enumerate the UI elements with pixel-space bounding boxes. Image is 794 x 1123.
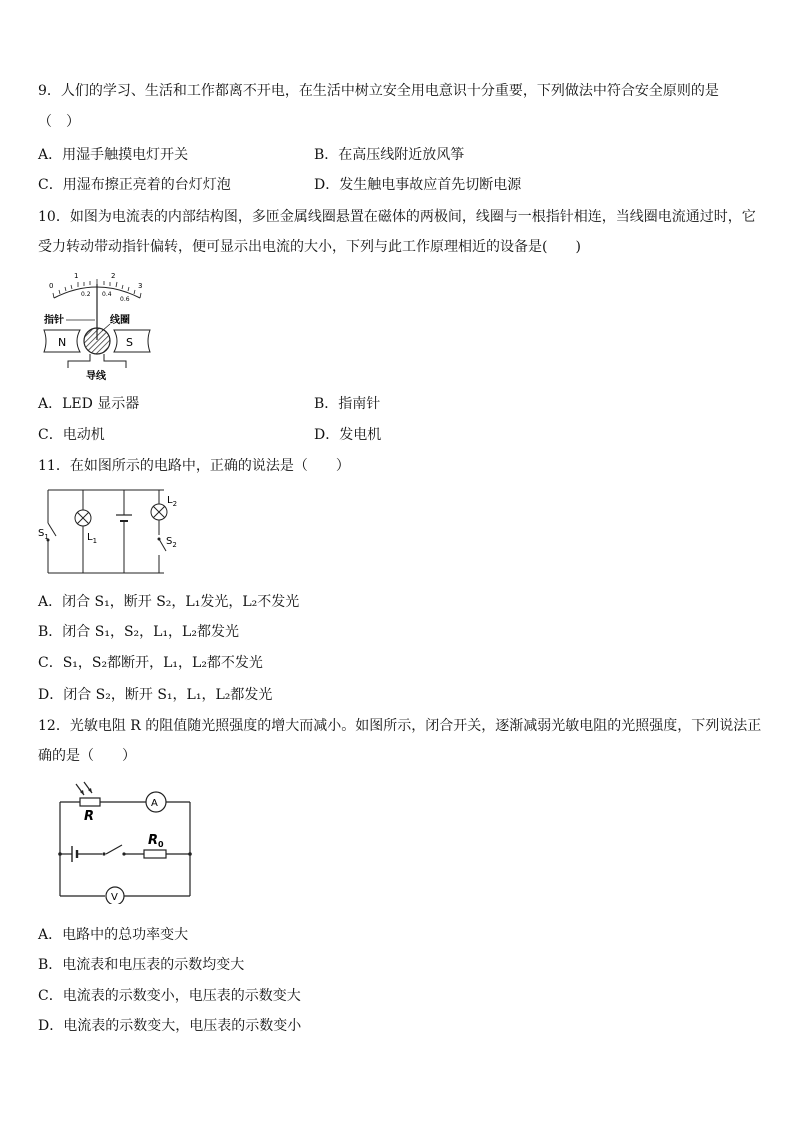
label-l2: $L_2$ bbox=[167, 495, 178, 508]
label-pointer: 指针 bbox=[44, 315, 64, 326]
q12-circuit-figure bbox=[50, 776, 200, 904]
q12-option-c[interactable]: C．电流表的示数变小，电压表的示数变大 bbox=[38, 988, 301, 1004]
scale-bottom-0.2: 0.2 bbox=[81, 291, 91, 298]
q9-option-d[interactable]: D．发生触电事故应首先切断电源 bbox=[314, 177, 522, 193]
q12-stem-line2: 确的是（ ） bbox=[38, 748, 136, 764]
q12-stem-line1: 12．光敏电阻 R 的阻值随光照强度的增大而减小。如图所示，闭合开关，逐渐减弱光敏电阻的光照强度，下列说法正 bbox=[38, 718, 762, 734]
q12-option-a[interactable]: A．电路中的总功率变大 bbox=[38, 927, 189, 943]
label-s1: $S_1$ bbox=[38, 528, 49, 541]
q9-option-b[interactable]: B．在高压线附近放风筝 bbox=[314, 147, 465, 163]
scale-bottom-0.6: 0.6 bbox=[120, 296, 130, 303]
q10-stem-line2: 受力转动带动指针偏转，便可显示出电流的大小，下列与此工作原理相近的设备是( ) bbox=[38, 239, 581, 255]
q10-option-c[interactable]: C．电动机 bbox=[38, 427, 105, 443]
q11-option-d[interactable]: D．闭合 S₂，断开 S₁，L₁，L₂都发光 bbox=[38, 687, 273, 703]
label-coil: 线圈 bbox=[110, 315, 130, 326]
ammeter-structure-figure bbox=[40, 268, 155, 385]
ammeter-a-label: A bbox=[151, 798, 158, 809]
q9-stem: 9．人们的学习、生活和工作都离不开电，在生活中树立安全用电意识十分重要，下列做法中符合安全原则的是 bbox=[38, 83, 719, 99]
q11-option-b[interactable]: B．闭合 S₁，S₂，L₁，L₂都发光 bbox=[38, 624, 239, 640]
q9-option-c[interactable]: C．用湿布擦正亮着的台灯灯泡 bbox=[38, 177, 231, 193]
q10-option-b[interactable]: B．指南针 bbox=[314, 396, 381, 412]
q9-answer-paren: （ ） bbox=[38, 114, 80, 130]
scale-bottom-0.4: 0.4 bbox=[102, 291, 112, 298]
q11-circuit-figure bbox=[36, 485, 186, 577]
q12-option-b[interactable]: B．电流表和电压表的示数均变大 bbox=[38, 957, 245, 973]
q9-option-a[interactable]: A．用湿手触摸电灯开关 bbox=[38, 147, 189, 163]
magnet-pole-s: S bbox=[126, 336, 133, 349]
magnet-pole-n: N bbox=[58, 336, 67, 349]
scale-top-3: 3 bbox=[138, 282, 143, 290]
q11-option-c[interactable]: C．S₁，S₂都断开，L₁，L₂都不发光 bbox=[38, 655, 263, 671]
q10-option-d[interactable]: D．发电机 bbox=[314, 427, 382, 443]
scale-top-1: 1 bbox=[74, 272, 79, 280]
q10-stem-line1: 10．如图为电流表的内部结构图，多匝金属线圈悬置在磁体的两极间，线圈与一根指针相连，当线圈电流通过时，它 bbox=[38, 209, 756, 225]
voltmeter-v-label: V bbox=[111, 892, 118, 903]
q11-option-a[interactable]: A．闭合 S₁，断开 S₂，L₁发光，L₂不发光 bbox=[38, 594, 300, 610]
q10-option-a[interactable]: A．LED 显示器 bbox=[38, 396, 140, 412]
label-r0: $R_0$ bbox=[148, 833, 164, 849]
label-s2: $S_2$ bbox=[166, 536, 177, 549]
q11-stem: 11．在如图所示的电路中，正确的说法是（ ） bbox=[38, 458, 350, 474]
label-l1: $L_1$ bbox=[87, 532, 98, 545]
scale-top-2: 2 bbox=[111, 272, 116, 280]
label-r: R bbox=[84, 809, 95, 824]
label-wire: 导线 bbox=[86, 371, 106, 382]
scale-top-0: 0 bbox=[49, 282, 54, 290]
q12-option-d[interactable]: D．电流表的示数变大，电压表的示数变小 bbox=[38, 1018, 302, 1034]
